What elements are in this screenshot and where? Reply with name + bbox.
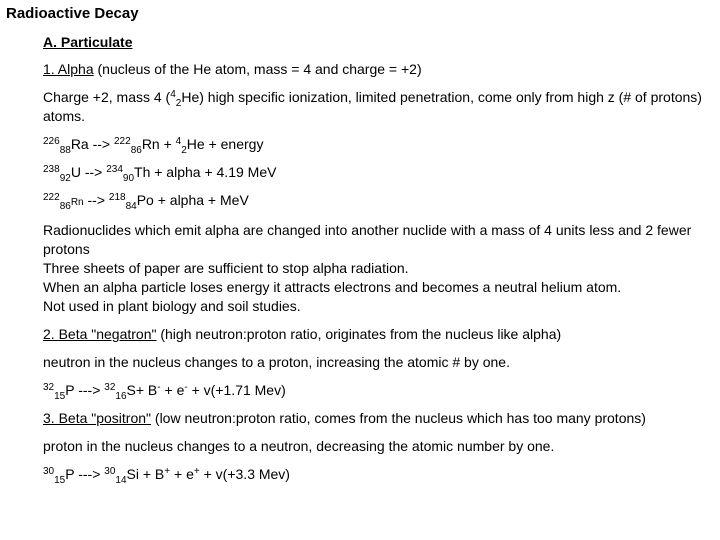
beta-positron-text: proton in the nucleus changes to a neutron, decreasing the atomic number by one. (43, 438, 555, 454)
text: + v(+1.71 Mev) (187, 382, 286, 398)
sub: 2 (175, 98, 182, 109)
sub: 92 (59, 173, 71, 184)
sub: 88 (59, 145, 71, 156)
sub: 14 (115, 475, 127, 486)
sub: 15 (54, 391, 66, 402)
text: P ---> (65, 382, 105, 398)
sup: 234 (106, 164, 123, 175)
text: Po + alpha + MeV (136, 192, 249, 208)
sup: 226 (43, 136, 60, 147)
text: U --> (70, 164, 107, 180)
alpha-title (43, 60, 703, 79)
sub: 86 (59, 201, 71, 212)
beta-negatron-label: 2. Beta "negatron" (43, 326, 157, 342)
sup: 4 (175, 136, 182, 147)
text: He + energy (186, 136, 264, 152)
sup: 238 (43, 164, 60, 175)
sub: 90 (122, 173, 135, 184)
sup: 30 (104, 466, 116, 477)
sup: - (184, 382, 188, 393)
sup: 4 (170, 89, 176, 100)
sup: 32 (104, 382, 116, 393)
text: Si + B (126, 466, 165, 482)
sup: 222 (43, 192, 60, 203)
alpha-desc: (nucleus of the He atom, mass = 4 and charge = +2) (93, 61, 422, 77)
sup: + (193, 466, 200, 477)
beta-positron-desc: (low neutron:proton ratio, comes from the nucleus which has too many protons) (151, 410, 646, 426)
sup: + (164, 466, 171, 477)
beta-negatron-desc: (high neutron:proton ratio, originates from the nucleus like alpha) (156, 326, 562, 342)
beta-negatron-equation (43, 381, 703, 400)
section-heading: A. Particulate (43, 34, 133, 50)
sub: 15 (54, 475, 66, 486)
sub: 86 (130, 145, 142, 156)
sup: 32 (43, 382, 55, 393)
text: Ra --> (70, 136, 114, 152)
alpha-equation-1 (43, 135, 703, 154)
beta-negatron-text: neutron in the nucleus changes to a proton, increasing the atomic # by one. (43, 354, 510, 370)
content-body (43, 33, 703, 493)
beta-negatron-title (43, 325, 703, 344)
text: He) high specific ionization, limited penetration, come only from high z (# of protons) atoms. (43, 89, 702, 124)
text: Th + alpha + 4.19 MeV (134, 164, 277, 180)
beta-positron-equation (43, 465, 703, 484)
text: + e (160, 382, 185, 398)
text: Rn + (141, 136, 176, 152)
alpha-note: Three sheets of paper are sufficient to stop alpha radiation. (43, 260, 409, 276)
text: S+ B (126, 382, 158, 398)
text: + e (170, 466, 194, 482)
alpha-charge (43, 88, 703, 126)
alpha-note: Radionuclides which emit alpha are changed into another nuclide with a mass of 4 units less and 2 fewer protons (43, 222, 692, 257)
text: P ---> (65, 466, 105, 482)
sub: 2 (181, 145, 187, 156)
sup: - (157, 382, 161, 393)
alpha-equation-2 (43, 163, 703, 182)
text: Rn (70, 197, 84, 208)
sup: 30 (43, 466, 55, 477)
sup: 222 (114, 136, 131, 147)
alpha-equation-3 (43, 191, 703, 212)
text: --> (83, 192, 109, 208)
alpha-note: When an alpha particle loses energy it attracts electrons and becomes a neutral helium atom. (43, 279, 622, 295)
beta-positron-title (43, 409, 703, 428)
alpha-note: Not used in plant biology and soil studies. (43, 298, 301, 314)
sub: 16 (115, 391, 127, 402)
text: Charge +2, mass 4 ( (43, 89, 171, 105)
alpha-label: 1. Alpha (43, 61, 94, 77)
alpha-notes (43, 221, 703, 316)
text: + v(+3.3 Mev) (199, 466, 290, 482)
beta-positron-label: 3. Beta "positron" (43, 410, 152, 426)
sub: 84 (125, 201, 137, 212)
sup: 218 (108, 192, 126, 203)
page-title: Radioactive Decay (6, 5, 139, 22)
